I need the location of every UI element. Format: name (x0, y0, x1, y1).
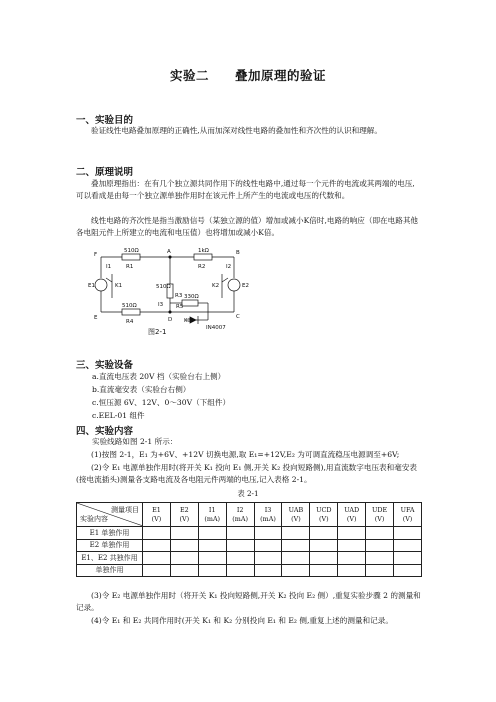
r1-value: 510Ω (124, 248, 139, 254)
node-label-c: C (236, 314, 240, 320)
column-header: I1 (mA) (198, 503, 226, 527)
node-label-f: F (94, 252, 98, 258)
column-header: UAB (V) (282, 503, 310, 527)
current-i1-label: I1 (106, 264, 112, 270)
column-header: UAD (V) (338, 503, 366, 527)
figure-caption: 图2-1 (148, 328, 167, 336)
r1-name: R1 (126, 264, 134, 270)
objective-paragraph: 验证线性电路叠加原理的正确性,从而加深对线性电路的叠加性和齐次性的认识和理解。 (91, 126, 382, 135)
corner-top-label: 测量项目 (111, 506, 139, 514)
switch-k2-label: K2 (212, 283, 220, 289)
node-label-b: B (236, 250, 240, 256)
content-step-3: (3)令 E₂ 电源单独作用时（将开关 K₁ 投向短路侧,开关 K₂ 投向 E₂ 侧）,重复实验步骤 2 的测量和记录。 (76, 591, 421, 612)
node-label-a: A (167, 249, 171, 255)
r4-name: R4 (126, 319, 134, 325)
equipment-item: b.直流毫安表（实验台右侧） (92, 385, 191, 394)
source-e2-label: E2 (242, 283, 249, 289)
column-header: UFA (V) (394, 503, 422, 527)
current-i3-label: I3 (158, 302, 164, 308)
content-step-1: (1)按图 2-1，E₁ 为+6V、+12V 切换电源,取 E₁=+12V,E₂ 为可调直流稳压电源调至+6V; (91, 450, 400, 459)
circuit-diagram (86, 248, 256, 340)
resistor-r4 (122, 309, 140, 315)
table-corner-cell (77, 503, 143, 527)
content-step-2: (2)令 E₁ 电源单独作用时(将开关 K₁ 投向 E₁ 侧,开关 K₂ 投向短路侧),用直流数字电压表和毫安表(接电流插头)测量各支路电流及各电阻元件两端的电压,记入表格 2-1。 (76, 463, 418, 484)
switch-k1-label: K1 (115, 283, 123, 289)
resistor-r1 (122, 254, 140, 260)
column-header: E1 (V) (143, 503, 171, 527)
content-intro: 实验线路如图 2-1 所示： (92, 437, 178, 446)
principle-paragraph-2: 线性电路的齐次性是指当激励信号（某独立源的值）增加或减小K倍时,电路的响应（即在电路其他各电阻元件上所建立的电流和电压值）也将增加或减小K倍。 (76, 216, 419, 237)
current-i2-label: I2 (226, 264, 232, 270)
equipment-item: c.EEL-01 组件 (92, 411, 145, 420)
section-heading-principle: 二、原理说明 (76, 167, 134, 178)
corner-bottom-label: 实验内容 (80, 515, 108, 523)
resistor-r5 (182, 300, 198, 306)
r4-value: 510Ω (122, 303, 137, 309)
row-label: E1、E2 共独作用 (77, 552, 143, 565)
column-header: UCD (V) (310, 503, 338, 527)
diode-label: IN4007 (206, 325, 226, 331)
switch-k3-label: K3 (184, 318, 192, 324)
r3-name: R3 (175, 293, 183, 299)
table-caption: 表 2-1 (237, 489, 259, 498)
column-header: E2 (V) (170, 503, 198, 527)
row-label: E2 单独作用 (77, 539, 143, 552)
page-title: 实验二 叠加原理的验证 (169, 68, 326, 83)
r5-value: 330Ω (184, 294, 199, 300)
equipment-item: a.直流电压表 20V 档（实验台右上侧） (92, 372, 226, 381)
r5-name: R5 (176, 304, 184, 310)
section-heading-equipment: 三、实验设备 (76, 360, 134, 371)
measurement-table (76, 502, 422, 577)
column-header: UDE (V) (366, 503, 394, 527)
table-row (77, 527, 422, 540)
section-heading-objective: 一、实验目的 (76, 115, 134, 126)
section-heading-content: 四、实验内容 (76, 426, 134, 437)
content-step-4: (4)令 E₁ 和 E₂ 共同作用时(开关 K₁ 和 K₂ 分别投向 E₁ 和 E₂ 侧,重复上述的测量和记录。 (91, 616, 393, 625)
source-e1-label: E1 (88, 283, 95, 289)
column-header: I2 (mA) (226, 503, 254, 527)
source-e1-icon (95, 279, 107, 291)
r3-value: 510Ω (156, 284, 171, 290)
r2-value: 1kΩ (198, 248, 209, 254)
table-row (77, 552, 422, 565)
column-header: I3 (mA) (254, 503, 282, 527)
node-label-e: E (94, 315, 98, 321)
row-label: 单独作用 (77, 564, 143, 577)
row-label: E1 单独作用 (77, 527, 143, 540)
table-row (77, 539, 422, 552)
table-header-row (77, 503, 422, 527)
equipment-item: c.恒压源 6V、12V、0～30V（下组件） (92, 398, 231, 407)
source-e2-icon (228, 279, 240, 291)
node-label-d: D (168, 317, 173, 323)
table-row (77, 564, 422, 577)
principle-paragraph-1: 叠加原理指出：在有几个独立源共同作用下的线性电路中,通过每一个元件的电流或其两端的电压,可以看成是由每一个独立源单独作用时在该元件上所产生的电流或电压的代数和。 (76, 179, 415, 200)
resistor-r2 (194, 254, 212, 260)
r2-name: R2 (198, 264, 206, 270)
